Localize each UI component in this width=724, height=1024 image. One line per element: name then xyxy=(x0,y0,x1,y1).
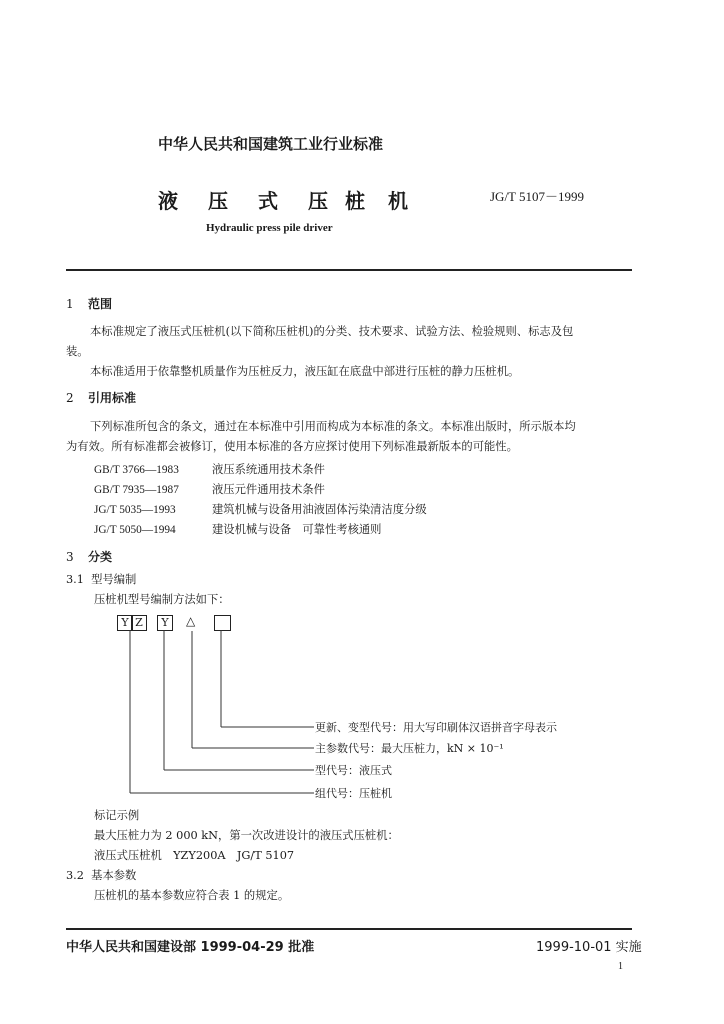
subsection-3-1-intro: 压桩机型号编制方法如下： xyxy=(94,593,230,606)
code-box-group-2: Z xyxy=(131,615,147,631)
reference-row xyxy=(94,461,325,477)
code-label-group: 组代号：压桩机 xyxy=(315,787,392,800)
section-1-paragraph-1: 本标准规定了液压式压桩机(以下简称压桩机)的分类、技术要求、试验方法、检验规则、标志及包 xyxy=(90,325,574,338)
subsection-3-2-heading: 3.2 基本参数 xyxy=(66,869,137,882)
section-2-paragraph-1-cont: 为有效。所有标准都会被修订，使用本标准的各方应探讨使用下列标准最新版本的可能性。 xyxy=(66,440,518,453)
marking-example-line-1: 最大压桩力为 2 000 kN，第一次改进设计的液压式压桩机： xyxy=(94,829,399,842)
subsection-3-1-heading: 3.1 型号编制 xyxy=(66,573,137,586)
page-number: 1 xyxy=(618,961,623,972)
title-char: 式 xyxy=(258,189,278,213)
reference-title: 液压元件通用技术条件 xyxy=(212,483,325,496)
marking-example-line-2: 液压式压桩机 YZY200A JG/T 5107 xyxy=(94,849,295,862)
reference-row xyxy=(94,481,325,497)
triangle-placeholder: △ xyxy=(186,614,196,628)
code-box-variant xyxy=(214,615,231,631)
code-label-main-param: 主参数代号：最大压桩力，kN × 10⁻¹ xyxy=(315,742,504,755)
reference-code: GB/T 7935—1987 xyxy=(94,484,179,496)
standard-code: JG/T 5107－1999 xyxy=(490,189,585,204)
footer-divider xyxy=(66,928,632,930)
section-1-heading: 1 范围 xyxy=(66,297,113,311)
section-1-paragraph-2: 本标准适用于依靠整机质量作为压桩反力，液压缸在底盘中部进行压桩的静力压桩机。 xyxy=(90,365,520,378)
code-label-variant: 更新、变型代号：用大写印刷体汉语拼音字母表示 xyxy=(315,721,557,734)
section-1-paragraph-1-cont: 装。 xyxy=(66,345,89,358)
reference-code: GB/T 3766—1983 xyxy=(94,464,179,476)
code-box-type: Y xyxy=(157,615,173,631)
title-char: 桩 xyxy=(345,189,365,213)
implementation-date: 1999-10-01 实施 xyxy=(536,940,642,955)
section-2-heading: 2 引用标准 xyxy=(66,391,137,405)
english-subtitle: Hydraulic press pile driver xyxy=(206,222,333,234)
issuing-body-title: 中华人民共和国建筑工业行业标准 xyxy=(158,135,384,153)
section-2-paragraph-1: 下列标准所包含的条文，通过在本标准中引用而构成为本标准的条文。本标准出版时，所示版本均 xyxy=(90,420,576,433)
header-divider xyxy=(66,269,632,271)
reference-code: JG/T 5035—1993 xyxy=(94,504,176,516)
code-label-type: 型代号：液压式 xyxy=(315,764,392,777)
reference-title: 建筑机械与设备用油液固体污染清洁度分级 xyxy=(212,503,427,516)
reference-code: JG/T 5050—1994 xyxy=(94,524,176,536)
reference-row xyxy=(94,521,381,537)
title-char: 压 xyxy=(208,189,228,213)
title-char: 压 xyxy=(308,189,328,213)
subsection-3-2-text: 压桩机的基本参数应符合表 1 的规定。 xyxy=(94,889,290,902)
reference-title: 液压系统通用技术条件 xyxy=(212,463,325,476)
code-box-group: Y xyxy=(117,615,133,631)
reference-title: 建设机械与设备 可靠性考核通则 xyxy=(212,523,382,536)
title-char: 液 xyxy=(158,189,178,213)
title-char: 机 xyxy=(388,189,408,213)
marking-example-title: 标记示例 xyxy=(94,809,140,822)
approval-date: 中华人民共和国建设部 1999-04-29 批准 xyxy=(66,940,315,955)
reference-row xyxy=(94,501,427,517)
section-3-heading: 3 分类 xyxy=(66,550,113,564)
